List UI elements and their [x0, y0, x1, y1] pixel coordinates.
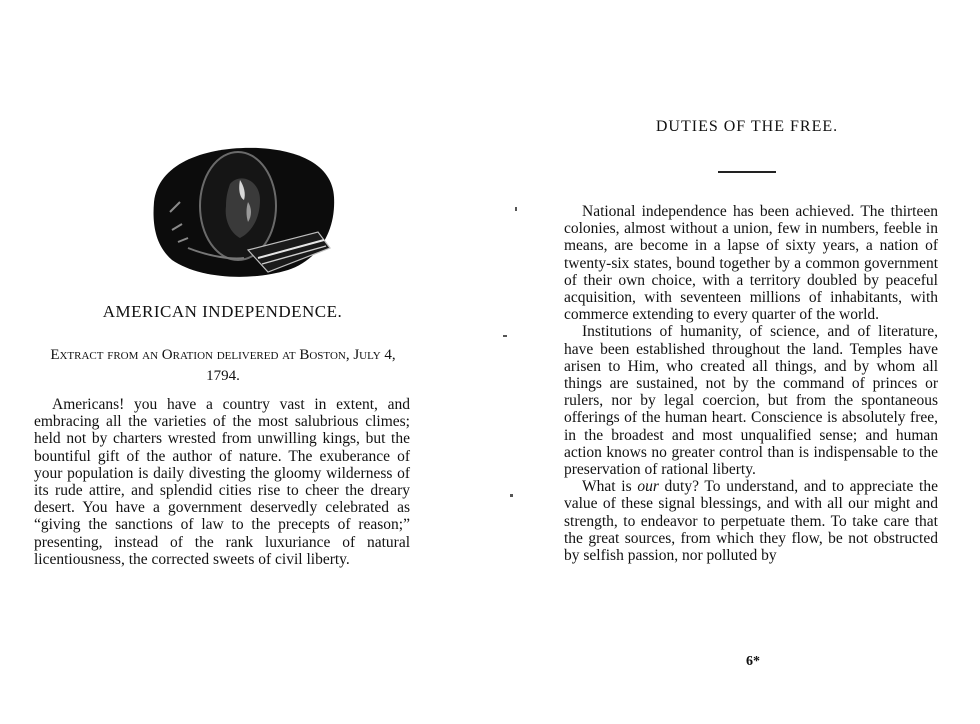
signature-mark: 6* [746, 654, 760, 669]
scan-speck [510, 494, 513, 497]
scan-speck [503, 335, 507, 337]
scan-speck [515, 207, 517, 211]
right-body-text [564, 203, 938, 564]
section-title: AMERICAN INDEPENDENCE. [102, 302, 343, 321]
paragraph-3-rest: duty? To understand, and to appreciate the value of these signal blessings, and with all our might and strength, to endeavor to perpetuate them. To take care that the great sources, from which they flow, be not obstructed by selfish passion, nor polluted by [564, 478, 938, 565]
paragraph-2: Institutions of humanity, of science, and of literature, have been established throughout the land. Temples have arisen to Him, who created all things, and by whom all things are sustained, not by the command of princes or rulers, nor by legal coercion, but from the spontaneous offerings of the human heart. Conscience is absolutely free, in the broadest and most unqualified sense; and human action knows no greater control than is indispensable to the preservation of rational liberty. [564, 323, 938, 479]
right-page [510, 0, 980, 724]
paragraph-1: National independence has been achieved. The thirteen colonies, almost without a union, few in numbers, feeble in means, are become in a lapse of sixty years, a nation of twenty-six states, bound together by a common government of their own choice, with a territory doubled by peaceful acquisition, with seventeen millions of inhabitants, with commerce extending to every quarter of the world. [564, 203, 938, 324]
paragraph-3-emphasis: our [637, 478, 659, 496]
running-heading: DUTIES OF THE FREE. [655, 118, 839, 135]
left-paragraph: Americans! you have a country vast in extent, and embracing all the varieties of the most salubrious climes; held not by charters wrested from unwilling kings, but the bountiful gift of the author of nature. The exuberance of your population is daily divesting the gloomy wilderness of its rude attire, and splendid cities rise to cheer the dreary desert. You have a government deservedly celebrated as “giving the sanctions of law to the precepts of reason;” presenting, instead of the rank luxuriance of natural licentiousness, the corrected sweets of civil liberty. [34, 396, 410, 568]
portrait-vignette-image [148, 142, 338, 280]
paragraph-3-lead: What is [582, 478, 638, 496]
paragraph-3 [564, 478, 938, 564]
section-subtitle: Extract from an Oration delivered at Boston, July 4, 1794. [50, 347, 396, 384]
left-page [0, 0, 470, 724]
left-body-text [34, 396, 410, 568]
heading-rule [718, 171, 776, 173]
